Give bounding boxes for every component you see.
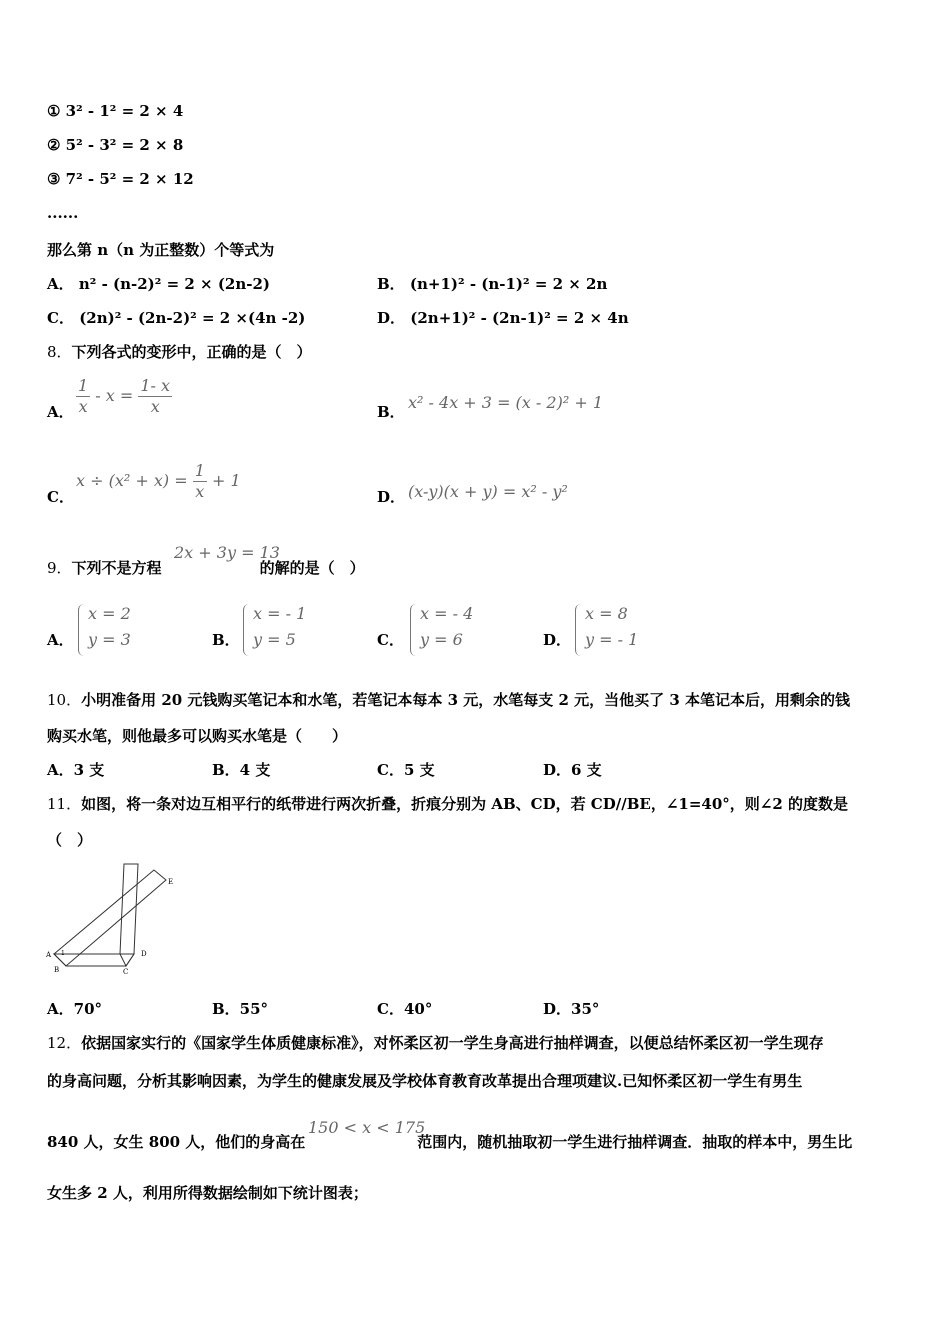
option-label: A． (47, 275, 74, 293)
question-12-line-3 (47, 1131, 852, 1152)
numerator: 1 (78, 376, 89, 395)
q9-option-b-label[interactable]: B． (212, 631, 240, 649)
question-12-line-2: 的身高问题，分析其影响因素，为学生的健康发展及学校体育教育改革提出合理项建议.已知怀柔区初一学生有男生 (47, 1072, 803, 1090)
strip-bottom (54, 954, 134, 966)
question-number: 9． (47, 559, 72, 577)
left-brace (78, 604, 85, 656)
question-12-line-1 (47, 1032, 824, 1053)
equation-row: x = 8 (585, 604, 628, 623)
denominator: x (195, 482, 205, 501)
option-label: C． (47, 309, 74, 327)
q11-option-c[interactable]: C．40° (377, 1000, 433, 1018)
q9-option-c-system (410, 604, 490, 656)
label-d: D (141, 950, 147, 958)
option-text: (2n)² - (2n-2)² = 2 ×(4n -2) (79, 309, 306, 327)
q12-inequality: 150 < x < 175 (308, 1118, 426, 1137)
question-number: 8． (47, 343, 72, 361)
left-brace (243, 604, 250, 656)
question-10-line-1 (47, 689, 850, 710)
q8-option-c-label[interactable]: C． (47, 488, 74, 506)
question-number: 10． (47, 691, 82, 709)
ellipsis: ...... (47, 204, 79, 222)
q9-equation: 2x + 3y = 13 (174, 543, 280, 562)
question-text-post: 范围内，随机抽取初一学生进行抽样调查．抽取的样本中，男生比 (417, 1133, 853, 1151)
equation-row: x = - 1 (253, 604, 307, 623)
q8-option-c-expression (76, 461, 241, 502)
q7-option-d[interactable] (377, 307, 629, 328)
question-text-pre: 840 人，女生 800 人，他们的身高在 (47, 1133, 306, 1151)
question-text-pre: 下列不是方程 (71, 559, 162, 577)
q8-option-d-expression: (x-y)(x + y) = x² - y² (408, 482, 568, 501)
expression-left: x ÷ (x² + x) = (76, 471, 193, 490)
q11-option-a[interactable]: A．70° (47, 1000, 103, 1018)
question-number: 11． (47, 795, 82, 813)
q9-option-d-system (575, 604, 655, 656)
label-angle-1: 1 (61, 950, 65, 957)
fraction (138, 376, 172, 417)
fraction (76, 376, 90, 417)
denominator: x (78, 397, 88, 416)
q10-option-a[interactable]: A．3 支 (47, 761, 105, 779)
q10-option-b[interactable]: B．4 支 (212, 761, 271, 779)
equation-row: y = - 1 (585, 630, 639, 649)
strip-vertical (120, 864, 138, 966)
equation-row: x = - 4 (420, 604, 474, 623)
equation-row: x = 2 (88, 604, 131, 623)
expression-middle: - x = (90, 386, 139, 405)
question-text-post: 的解的是（ ） (259, 559, 365, 577)
question-text: 小明准备用 20 元钱购买笔记本和水笔，若笔记本每本 3 元，水笔每支 2 元，当他买了 3 本笔记本后，用剩余的钱 (81, 691, 851, 709)
q8-option-b-expression: x² - 4x + 3 = (x - 2)² + 1 (408, 393, 603, 412)
q9-option-c-label[interactable]: C． (377, 631, 404, 649)
question-8-stem (47, 341, 312, 362)
option-label: B． (377, 275, 405, 293)
equation-row: y = 6 (420, 630, 463, 649)
label-a: A (46, 951, 52, 959)
equation-2: ② 5² - 3² = 2 × 8 (47, 136, 184, 154)
label-e: E (168, 878, 174, 886)
question-11-line-1 (47, 793, 848, 814)
denominator: x (150, 397, 160, 416)
q9-option-d-label[interactable]: D． (543, 631, 572, 649)
question-7-stem: 那么第 n（n 为正整数）个等式为 (47, 241, 275, 259)
equation-3: ③ 7² - 5² = 2 × 12 (47, 170, 194, 188)
q11-option-d[interactable]: D．35° (543, 1000, 600, 1018)
strip-diagonal (54, 870, 166, 966)
question-text: 如图，将一条对边互相平行的纸带进行两次折叠，折痕分别为 AB、CD，若 CD//BE，∠1=40°，则∠2 的度数是 (81, 795, 848, 813)
q10-option-d[interactable]: D．6 支 (543, 761, 602, 779)
question-text: 下列各式的变形中，正确的是（ ） (71, 343, 312, 361)
question-text: 依据国家实行的《国家学生体质健康标准》，对怀柔区初一学生身高进行抽样调查，以便总结怀柔区初一学生现存 (81, 1034, 824, 1052)
numerator: 1 (194, 461, 205, 480)
left-brace (410, 604, 417, 656)
q11-option-b[interactable]: B．55° (212, 1000, 269, 1018)
option-text: n² - (n-2)² = 2 × (2n-2) (78, 275, 271, 293)
equation-1: ① 3² - 1² = 2 × 4 (47, 102, 184, 120)
question-10-line-2: 购买水笔，则他最多可以购买水笔是（ ） (47, 727, 348, 745)
label-b: B (54, 966, 60, 974)
equation-row: y = 5 (253, 630, 296, 649)
option-label: D． (377, 309, 406, 327)
q9-option-a-label[interactable]: A． (47, 631, 74, 649)
left-brace (575, 604, 582, 656)
option-text: (2n+1)² - (2n-1)² = 2 × 4n (410, 309, 629, 327)
q8-option-a-expression (76, 376, 172, 417)
label-c: C (123, 968, 129, 976)
q7-option-b[interactable] (377, 273, 607, 294)
question-11-line-2: （ ） (47, 831, 93, 849)
equation-row: y = 3 (88, 630, 131, 649)
q10-option-c[interactable]: C．5 支 (377, 761, 435, 779)
q7-option-a[interactable] (47, 273, 270, 294)
q9-option-a-system (78, 604, 148, 656)
q8-option-b-label[interactable]: B． (377, 403, 405, 421)
question-number: 12． (47, 1034, 82, 1052)
q7-option-c[interactable] (47, 307, 305, 328)
q8-option-a-label[interactable]: A． (47, 403, 74, 421)
numerator: 1- x (140, 376, 171, 395)
folded-strip-figure (44, 858, 184, 978)
question-12-line-4: 女生多 2 人，利用所得数据绘制如下统计图表； (47, 1184, 368, 1202)
q9-option-b-system (243, 604, 323, 656)
option-text: (n+1)² - (n-1)² = 2 × 2n (409, 275, 608, 293)
q8-option-d-label[interactable]: D． (377, 488, 406, 506)
expression-right: + 1 (206, 471, 241, 490)
fraction (193, 461, 207, 502)
